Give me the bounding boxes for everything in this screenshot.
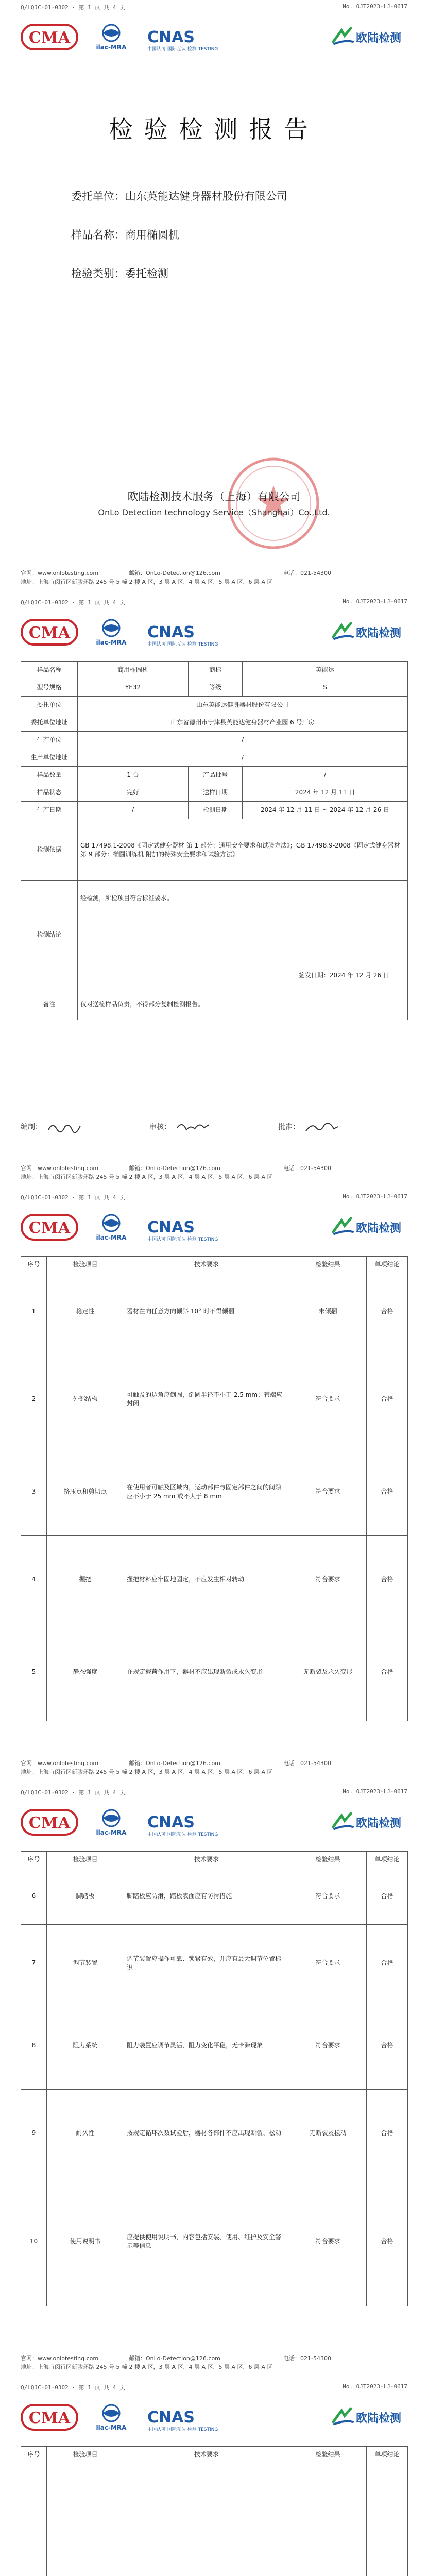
onlo-brand-logo	[330, 26, 407, 48]
cnas-logo-text: CNAS	[147, 1218, 195, 1236]
page-header-strip	[0, 595, 428, 608]
footer-email: 邮箱：OnLo-Detection@126.com	[129, 570, 220, 577]
footer-website: 官网：www.onlotesting.com	[21, 570, 99, 577]
row-result: 符合要求	[289, 1448, 367, 1536]
row-result: 无断裂及永久变形	[289, 1623, 367, 1721]
value-product-no: /	[243, 767, 408, 784]
ilac-logo	[88, 1212, 135, 1243]
footer-phone: 电话：021-54300	[283, 1165, 331, 1172]
doc-code: Q/LQJC-01-0302 · 第 1 页 共 4 页	[21, 1194, 125, 1201]
cma-logo	[21, 1212, 78, 1243]
page-header-strip	[0, 1785, 428, 1799]
row-result: 符合要求	[289, 2177, 367, 2306]
test-items-table-c	[21, 2446, 408, 2576]
cnas-logo-subtext: 中国认可 国际互认 检测 TESTING	[147, 1832, 218, 1837]
col-conclusion: 单项结论	[367, 1852, 408, 1868]
page-header-strip	[0, 1190, 428, 1204]
label-sample-date: 送样日期	[189, 784, 243, 802]
reviewer-signature	[149, 1120, 278, 1134]
table-row	[21, 2463, 408, 2576]
issuing-company-name: 欧陆检测技术服务（上海）有限公司	[127, 490, 301, 503]
row-no: 6	[21, 1868, 47, 1925]
test-items-table-b	[21, 1851, 408, 2306]
report-page-cover	[0, 0, 428, 595]
col-requirement: 技术要求	[124, 2447, 289, 2463]
cma-logo	[21, 22, 78, 53]
editor-signature	[21, 1120, 149, 1134]
footer-website: 官网：www.onlotesting.com	[21, 1760, 99, 1767]
row-item: 静态强度	[47, 1623, 124, 1721]
type-label: 检验类别：	[71, 267, 125, 280]
label-grade: 等级	[189, 679, 243, 697]
ilac-logo-text: ilac-MRA	[96, 44, 127, 51]
onlo-brand-text: 欧陆检测	[356, 627, 402, 640]
onlo-brand-logo	[330, 621, 407, 643]
onlo-brand-logo	[330, 1811, 407, 1833]
table-header-row	[21, 1257, 408, 1273]
value-grade: S	[243, 679, 408, 697]
report-number: No. OJT2023-LJ-0617	[343, 1193, 407, 1200]
col-requirement: 技术要求	[124, 1257, 289, 1273]
table-row	[21, 1536, 408, 1623]
row-result: 符合要求	[289, 2002, 367, 2090]
label-remark: 备注	[21, 989, 78, 1020]
row-item: 稳定性	[47, 1273, 124, 1350]
row-no: 4	[21, 1536, 47, 1623]
table-row	[21, 2177, 408, 2306]
onlo-brand-logo	[330, 2406, 407, 2428]
footer-website: 官网：www.onlotesting.com	[21, 1165, 99, 1172]
footer-phone: 电话：021-54300	[283, 1760, 331, 1767]
cnas-logo	[144, 1212, 228, 1243]
row-item: 外部结构	[47, 1350, 124, 1448]
value-sample-count: 1 台	[78, 767, 189, 784]
test-items-table-a	[21, 1256, 408, 1721]
table-row	[21, 1868, 408, 1925]
label-sample-name: 样品名称	[21, 662, 78, 679]
type-value: 委托检测	[125, 267, 168, 280]
table-row	[21, 2090, 408, 2177]
footer-address: 地址：上海市闵行区新骏环路 245 号 5 幢 2 楼 A 区，3 层 A 区，4 层 A 区，5 层 A 区，6 层 A 区	[21, 579, 273, 585]
col-item: 检验项目	[47, 1257, 124, 1273]
label-basis: 检测依据	[21, 819, 78, 881]
report-number: No. OJT2023-LJ-0617	[343, 1788, 407, 1795]
col-no: 序号	[21, 1257, 47, 1273]
footer-address: 地址：上海市闵行区新骏环路 245 号 5 幢 2 楼 A 区，3 层 A 区，4 层 A 区，5 层 A 区，6 层 A 区	[21, 2364, 273, 2370]
row-result	[289, 2463, 367, 2576]
cnas-logo-subtext: 中国认可 国际互认 检测 TESTING	[147, 642, 218, 647]
col-item: 检验项目	[47, 1852, 124, 1868]
row-requirement: 器材在向任意方向倾斜 10° 时不得倾翻	[124, 1273, 289, 1350]
cnas-logo	[144, 617, 228, 648]
table-row	[21, 1448, 408, 1536]
conclusion-date: 签发日期：2024 年 12 月 26 日	[298, 972, 389, 979]
ilac-logo-text: ilac-MRA	[96, 1234, 127, 1241]
label-produce-date: 生产日期	[21, 802, 78, 819]
label-client: 委托单位	[21, 697, 78, 714]
value-basis: GB 17498.1-2008《固定式健身器材 第 1 部分：通用安全要求和试验方法》；GB 17498.9-2008《固定式健身器材 第 9 部分：椭圆训练机 附加的特殊安全要求和试验方法》	[78, 819, 408, 881]
cnas-logo-subtext: 中国认可 国际互认 检测 TESTING	[147, 47, 218, 52]
row-item: 阻力系统	[47, 2002, 124, 2090]
table-row	[21, 2002, 408, 2090]
row-conclusion: 合格	[367, 1448, 408, 1536]
row-no: 2	[21, 1350, 47, 1448]
row-result: 无断裂及松动	[289, 2090, 367, 2177]
issuing-company-name-en: OnLo Detection technology Service（Shanghai）Co.,Ltd.	[98, 507, 330, 517]
report-number: No. OJT2023-LJ-0617	[343, 2383, 407, 2390]
row-conclusion: 合格	[367, 1273, 408, 1350]
cnas-logo-subtext: 中国认可 国际互认 检测 TESTING	[147, 2427, 218, 2432]
row-item: 挤压点和剪切点	[47, 1448, 124, 1536]
reviewer-label: 审核：	[149, 1123, 171, 1131]
row-item: 调节装置	[47, 1925, 124, 2002]
row-conclusion: 合格	[367, 1536, 408, 1623]
col-no: 序号	[21, 2447, 47, 2463]
page-footer	[21, 566, 407, 586]
onlo-brand-text: 欧陆检测	[356, 1222, 402, 1235]
label-producer: 生产单位	[21, 732, 78, 749]
row-item: 握把	[47, 1536, 124, 1623]
sample-label: 样品名称：	[71, 229, 125, 241]
row-no	[21, 2463, 47, 2576]
value-model: YE32	[78, 679, 189, 697]
col-requirement: 技术要求	[124, 1852, 289, 1868]
label-producer-address: 生产单位地址	[21, 749, 78, 767]
row-item: 使用说明书	[47, 2177, 124, 2306]
row-no: 3	[21, 1448, 47, 1536]
value-producer: /	[78, 732, 408, 749]
cma-logo-text: CMA	[28, 624, 71, 642]
ilac-logo	[88, 2402, 135, 2433]
client-value: 山东英能达健身器材股份有限公司	[125, 190, 287, 202]
report-number: No. OJT2023-LJ-0617	[343, 598, 407, 605]
footer-phone: 电话：021-54300	[283, 570, 331, 577]
report-number: No. OJT2023-LJ-0617	[343, 3, 407, 10]
row-item: 耐久性	[47, 2090, 124, 2177]
cnas-logo-text: CNAS	[147, 28, 195, 46]
row-requirement: 应提供使用说明书，内容包括安装、使用、维护及安全警示等信息	[124, 2177, 289, 2306]
report-page-items-c	[0, 2380, 428, 2576]
accreditation-logos	[21, 2400, 407, 2435]
accreditation-logos	[21, 1805, 407, 1840]
sample-value: 商用椭圆机	[125, 229, 179, 241]
doc-code: Q/LQJC-01-0302 · 第 1 页 共 4 页	[21, 2384, 125, 2391]
col-no: 序号	[21, 1852, 47, 1868]
label-conclusion: 检测结论	[21, 881, 78, 989]
page-header-strip	[0, 0, 428, 13]
accreditation-logos	[21, 1210, 407, 1245]
value-producer-address: /	[78, 749, 408, 767]
report-page-info	[0, 595, 428, 1190]
approver-signature	[278, 1120, 340, 1134]
row-conclusion: 合格	[367, 2090, 408, 2177]
col-conclusion: 单项结论	[367, 1257, 408, 1273]
footer-phone: 电话：021-54300	[283, 2355, 331, 2362]
col-result: 检验结果	[289, 1852, 367, 1868]
ilac-logo	[88, 1807, 135, 1838]
value-trademark: 英能达	[243, 662, 408, 679]
approver-handwritten-signature	[304, 1120, 340, 1134]
row-requirement: 在使用者可触及区域内，运动部件与固定部件之间的间隙应不小于 25 mm 或不大于 8 mm	[124, 1448, 289, 1536]
footer-email: 邮箱：OnLo-Detection@126.com	[129, 2355, 220, 2362]
cma-logo-text: CMA	[28, 1814, 71, 1832]
label-sample-count: 样品数量	[21, 767, 78, 784]
editor-label: 编制：	[21, 1123, 42, 1131]
value-produce-date: /	[78, 802, 189, 819]
page-footer	[21, 1161, 407, 1181]
ilac-logo-text: ilac-MRA	[96, 1829, 127, 1836]
value-client: 山东英能达健身器材股份有限公司	[78, 697, 408, 714]
row-no: 7	[21, 1925, 47, 2002]
cnas-logo	[144, 22, 228, 53]
table-row	[21, 1623, 408, 1721]
row-requirement: 可触及的边角应倒圆，倒圆半径不小于 2.5 mm；管端应封闭	[124, 1350, 289, 1448]
cnas-logo	[144, 2402, 228, 2433]
col-result: 检验结果	[289, 2447, 367, 2463]
value-sample-name: 商用椭圆机	[78, 662, 189, 679]
row-conclusion: 合格	[367, 2177, 408, 2306]
label-sample-state: 样品状态	[21, 784, 78, 802]
doc-code: Q/LQJC-01-0302 · 第 1 页 共 4 页	[21, 1789, 125, 1796]
accreditation-logos	[21, 615, 407, 650]
page-footer	[21, 2351, 407, 2371]
col-conclusion: 单项结论	[367, 2447, 408, 2463]
footer-address: 地址：上海市闵行区新骏环路 245 号 5 幢 2 楼 A 区，3 层 A 区，4 层 A 区，5 层 A 区，6 层 A 区	[21, 1174, 273, 1180]
value-test-date: 2024 年 12 月 11 日 ~ 2024 年 12 月 26 日	[243, 802, 408, 819]
footer-email: 邮箱：OnLo-Detection@126.com	[129, 1165, 220, 1172]
value-remark: 仅对送检样品负责，不得部分复制检测报告。	[78, 989, 408, 1020]
row-no: 1	[21, 1273, 47, 1350]
row-result: 符合要求	[289, 1925, 367, 2002]
row-conclusion: 合格	[367, 2002, 408, 2090]
cnas-logo-text: CNAS	[147, 2409, 195, 2427]
report-title: 检验检测报告	[109, 115, 319, 143]
doc-code: Q/LQJC-01-0302 · 第 1 页 共 4 页	[21, 4, 125, 11]
cnas-logo-text: CNAS	[147, 1814, 195, 1832]
ilac-logo	[88, 617, 135, 648]
row-item: 脚踏板	[47, 1868, 124, 1925]
row-conclusion: 合格	[367, 1868, 408, 1925]
row-no: 5	[21, 1623, 47, 1721]
row-requirement: 阻力装置应调节灵活，阻力变化平稳，无卡滞现象	[124, 2002, 289, 2090]
row-conclusion: 合格	[367, 1350, 408, 1448]
table-row	[21, 1925, 408, 2002]
cnas-logo-text: CNAS	[147, 623, 195, 641]
cover-sample-row	[71, 227, 179, 242]
row-requirement	[124, 2463, 289, 2576]
label-product-no: 产品批号	[189, 767, 243, 784]
row-conclusion: 合格	[367, 1925, 408, 2002]
value-sample-state: 完好	[78, 784, 189, 802]
col-item: 检验项目	[47, 2447, 124, 2463]
approver-label: 批准：	[278, 1123, 300, 1131]
cnas-logo	[144, 1807, 228, 1838]
row-requirement: 按规定循环次数试验后，器材各部件不应出现断裂、松动	[124, 2090, 289, 2177]
cma-logo	[21, 2402, 78, 2433]
table-row	[21, 1350, 408, 1448]
cma-logo	[21, 1807, 78, 1838]
row-conclusion: 合格	[367, 1623, 408, 1721]
conclusion-cell	[78, 881, 408, 989]
cma-logo-text: CMA	[28, 29, 71, 47]
signature-row	[21, 1120, 407, 1134]
cover-client-row	[71, 188, 287, 204]
table-header-row	[21, 1852, 408, 1868]
row-no: 8	[21, 2002, 47, 2090]
footer-address: 地址：上海市闵行区新骏环路 245 号 5 幢 2 楼 A 区，3 层 A 区，4 层 A 区，5 层 A 区，6 层 A 区	[21, 1769, 273, 1775]
label-client-address: 委托单位地址	[21, 714, 78, 732]
report-page-items-a	[0, 1190, 428, 1785]
row-requirement: 调节装置应操作可靠、锁紧有效，并应有最大调节位置标识	[124, 1925, 289, 2002]
row-requirement: 脚踏板应防滑，踏板表面应有防滑措施	[124, 1868, 289, 1925]
row-requirement: 握把材料应牢固地固定，不应发生相对转动	[124, 1536, 289, 1623]
sample-info-table	[21, 661, 408, 1020]
onlo-brand-text: 欧陆检测	[356, 2412, 402, 2425]
accreditation-logos	[21, 20, 407, 55]
row-no: 9	[21, 2090, 47, 2177]
row-item	[47, 2463, 124, 2576]
cma-logo	[21, 617, 78, 648]
ilac-logo	[88, 22, 135, 53]
row-requirement: 在规定载荷作用下，器材不应出现断裂或永久变形	[124, 1623, 289, 1721]
value-sample-date: 2024 年 12 月 11 日	[243, 784, 408, 802]
label-model: 型号规格	[21, 679, 78, 697]
row-result: 符合要求	[289, 1868, 367, 1925]
editor-handwritten-signature	[46, 1120, 82, 1134]
row-result: 符合要求	[289, 1350, 367, 1448]
row-no: 10	[21, 2177, 47, 2306]
label-test-date: 检测日期	[189, 802, 243, 819]
ilac-logo-text: ilac-MRA	[96, 2424, 127, 2431]
client-label: 委托单位：	[71, 190, 125, 202]
cma-logo-text: CMA	[28, 1219, 71, 1237]
doc-code: Q/LQJC-01-0302 · 第 1 页 共 4 页	[21, 599, 125, 606]
row-result: 符合要求	[289, 1536, 367, 1623]
cma-logo-text: CMA	[28, 2409, 71, 2427]
footer-website: 官网：www.onlotesting.com	[21, 2355, 99, 2362]
onlo-brand-text: 欧陆检测	[356, 1817, 402, 1830]
report-page-items-b	[0, 1785, 428, 2380]
page-header-strip	[0, 2380, 428, 2394]
row-conclusion	[367, 2463, 408, 2576]
cnas-logo-subtext: 中国认可 国际互认 检测 TESTING	[147, 1237, 218, 1242]
reviewer-handwritten-signature	[175, 1120, 211, 1134]
value-conclusion: 经检测，所检项目符合标准要求。	[80, 894, 174, 902]
table-row	[21, 1273, 408, 1350]
table-header-row	[21, 2447, 408, 2463]
row-result: 未倾翻	[289, 1273, 367, 1350]
onlo-brand-logo	[330, 1216, 407, 1238]
value-client-address: 山东省德州市宁津县英能达健身器材产业园 6 号厂房	[78, 714, 408, 732]
footer-email: 邮箱：OnLo-Detection@126.com	[129, 1760, 220, 1767]
onlo-brand-text: 欧陆检测	[356, 32, 402, 45]
label-trademark: 商标	[189, 662, 243, 679]
ilac-logo-text: ilac-MRA	[96, 639, 127, 646]
col-result: 检验结果	[289, 1257, 367, 1273]
cover-type-row	[71, 265, 168, 281]
page-footer	[21, 1756, 407, 1776]
